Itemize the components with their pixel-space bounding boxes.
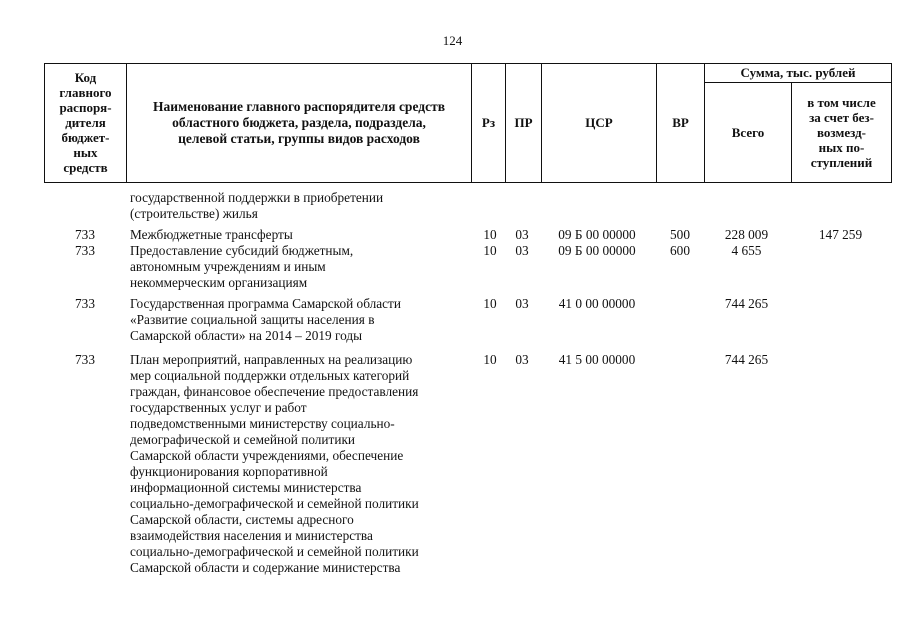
page-number: 124 <box>442 33 463 48</box>
header-vr: ВР <box>672 115 689 130</box>
header-pr: ПР <box>514 115 533 130</box>
row-name: План мероприятий, направленных на реализацию мер социальной поддержки отдельных категорий граждан, финансовое обеспечение предоставления государственных услуг и работ подведомственными министерству социально- демографической и семейной политики Самарской области учреждениями, обеспечение функционирования корпоративной информационной системы министерства социально-демографической и семейной политики Самарской области, системы адресного взаимодействия населения и министерства социально-демографической и семейной политики Самарской области и содержание министерства <box>130 352 419 575</box>
header-total: Всего <box>731 125 765 140</box>
header-code: Код главного распоря- дителя бюджет- ных средств <box>59 70 112 175</box>
header-name: Наименование главного распорядителя средств областного бюджета, раздела, подраздела, целевой статьи, группы видов расходов <box>152 98 445 146</box>
row-name: Межбюджетные трансферты <box>130 227 293 242</box>
table-row: 733 Межбюджетные трансферты 10 03 09 Б 00 00000 500 228 009 147 259 <box>75 227 863 242</box>
header-free: в том числе за счет без- возмезд- ных по- ступлений <box>807 95 876 170</box>
table-row: 733 Предоставление субсидий бюджетным, автономным учреждениям и иным некоммерческим организациям 10 03 09 Б 00 00000 600 4 655 <box>75 243 762 290</box>
table-row <box>44 190 892 222</box>
header-sum: Сумма, тыс. рублей <box>740 65 856 80</box>
table-body <box>44 190 892 576</box>
row-name: Предоставление субсидий бюджетным, автономным учреждениям и иным некоммерческим организациям <box>130 243 354 290</box>
row-name: государственной поддержки в приобретении (строительстве) жилья <box>130 190 384 221</box>
header-rz: Рз <box>481 115 496 130</box>
header-csr: ЦСР <box>585 115 613 130</box>
row-name: Государственная программа Самарской области «Развитие социальной защиты населения в Самарской области» на 2014 – 2019 годы <box>130 296 401 343</box>
table-row: 733 Государственная программа Самарской области «Развитие социальной защиты населения в Самарской области» на 2014 – 2019 годы 10 03 41 0 00 00000 744 265 <box>75 296 769 343</box>
table-row: 733 План мероприятий, направленных на реализацию мер социальной поддержки отдельных категорий граждан, финансовое обеспечение предоставления государственных услуг и работ подведомственными министерству социально- демографической и семейной политики Самарской области учреждениями, обеспечение функционирования корпоративной информационной системы министерства социально-демографической и семейной политики Самарской области, системы адресного взаимодействия населения и министерства социально-демографической и семейной политики Самарской области и содержание министерства 10 03 41 5 00 00000 744 265 <box>75 352 769 575</box>
table-header <box>44 63 892 183</box>
